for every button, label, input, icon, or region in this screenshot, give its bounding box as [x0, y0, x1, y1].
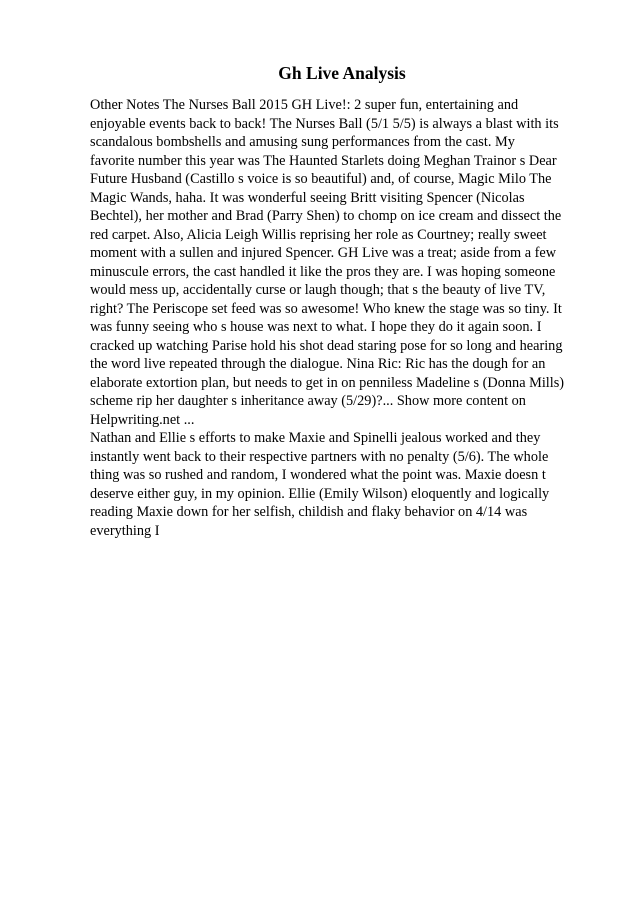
paragraph-line: reading Maxie down for her selfish, childish and flaky behavior on 4/14 was [90, 504, 528, 520]
paragraph-1 [90, 96, 580, 429]
paragraph-line: minuscule errors, the cast handled it like the pros they are. I was hoping someone [90, 263, 556, 280]
paragraph-line: Future Husband (Castillo s voice is so beautiful) and, of course, Magic Milo The [90, 171, 552, 187]
paragraph-line: was funny seeing who s house was next to what. I hope they do it again soon. I [90, 319, 542, 335]
paragraph-line: would mess up, accidentally curse or laugh though; that s the beauty of live TV, [90, 282, 546, 298]
paragraph-line: cracked up watching Parise hold his shot dead staring pose for so long and hearing [90, 337, 563, 354]
paragraph-2 [90, 429, 580, 540]
paragraph-line: Helpwriting.net ... [90, 411, 195, 428]
paragraph-line: thing was so rushed and random, I wondered what the point was. Maxie doesn t [90, 467, 546, 483]
paragraph-line: instantly went back to their respective partners with no penalty (5/6). The whole [90, 448, 549, 465]
paragraph-line: moment with a sullen and injured Spencer. GH Live was a treat; aside from a few [90, 245, 557, 261]
paragraph-line: enjoyable events back to back! The Nurses Ball (5/1 5/5) is always a blast with its [90, 115, 559, 132]
paragraph-line: Other Notes The Nurses Ball 2015 GH Live!: 2 super fun, entertaining and [90, 97, 519, 113]
paragraph-line: elaborate extortion plan, but needs to get in on penniless Madeline s (Donna Mills) [90, 374, 565, 391]
paragraph-line: red carpet. Also, Alicia Leigh Willis reprising her role as Courtney; really sweet [90, 226, 547, 243]
paragraph-line: scheme rip her daughter s inheritance away (5/29)?... Show more content on [90, 393, 526, 409]
paragraph-line: everything I [90, 522, 160, 539]
paragraph-line: the word live repeated through the dialogue. Nina Ric: Ric has the dough for an [90, 356, 546, 372]
paragraph-line: deserve either guy, in my opinion. Ellie (Emily Wilson) eloquently and logically [90, 485, 550, 502]
paragraph-line: right? The Periscope set feed was so awesome! Who knew the stage was so tiny. It [90, 300, 562, 317]
paragraph-line: Magic Wands, haha. It was wonderful seeing Britt visiting Spencer (Nicolas [90, 189, 525, 206]
document-body [90, 96, 580, 540]
document-title: Gh Live Analysis [278, 63, 406, 83]
paragraph-line: favorite number this year was The Haunted Starlets doing Meghan Trainor s Dear [90, 152, 557, 169]
paragraph-line: Nathan and Ellie s efforts to make Maxie and Spinelli jealous worked and they [90, 430, 541, 446]
paragraph-line: scandalous bombshells and amusing sung performances from the cast. My [90, 134, 515, 150]
paragraph-line: Bechtel), her mother and Brad (Parry Shen) to chomp on ice cream and dissect the [90, 208, 562, 224]
